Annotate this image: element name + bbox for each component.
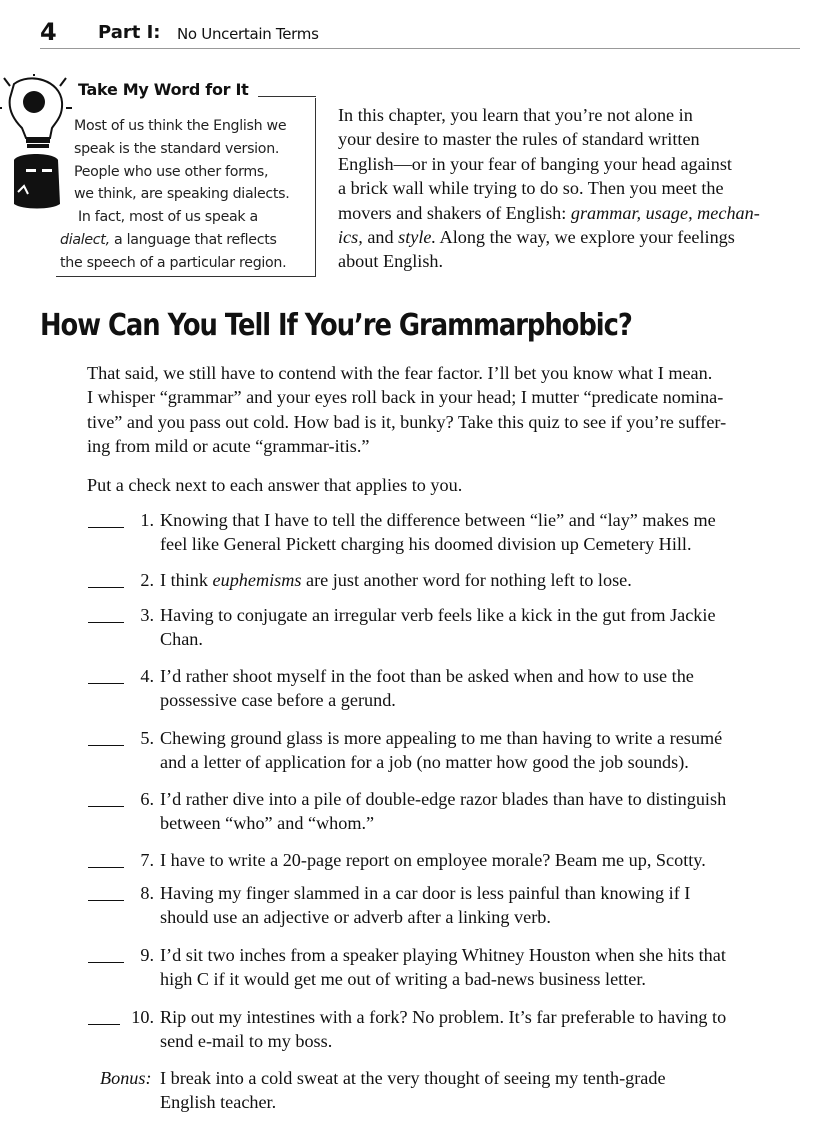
item-number: 2. xyxy=(140,570,154,590)
item-text xyxy=(160,1066,780,1115)
sidebar-heading-rule xyxy=(258,96,316,97)
item-line xyxy=(160,568,780,592)
item-line: Chewing ground glass is more appealing to me than having to write a resumé xyxy=(160,728,723,748)
intro-line: about English. xyxy=(338,251,444,272)
intro-emphasis: style. xyxy=(398,227,437,248)
item-text xyxy=(160,603,780,652)
item-text xyxy=(160,664,780,713)
sidebar-text xyxy=(60,115,310,275)
item-line: I’d rather shoot myself in the foot than be asked when and how to use the xyxy=(160,666,694,686)
item-text xyxy=(160,881,780,930)
sidebar-line-rest: a language that reflects xyxy=(114,231,277,248)
paragraph-line: I whisper “grammar” and your eyes roll back in your head; I mutter “predicate nomina- xyxy=(87,387,724,408)
item-line: and a letter of application for a job (no matter how good the job sounds). xyxy=(160,752,689,773)
intro-text: and xyxy=(362,227,399,248)
item-line: Rip out my intestines with a fork? No problem. It’s far preferable to having to xyxy=(160,1007,727,1027)
item-number: 4. xyxy=(140,666,154,686)
intro-line: In this chapter, you learn that you’re not alone in xyxy=(338,105,693,125)
item-number: 8. xyxy=(140,883,154,903)
item-line: high C if it would get me out of writing a bad-news business letter. xyxy=(160,969,646,990)
part-label: Part I: xyxy=(98,22,161,43)
item-line: send e-mail to my boss. xyxy=(160,1031,333,1052)
intro-text: movers and shakers of English: xyxy=(338,202,571,223)
item-number: 5. xyxy=(140,728,154,748)
intro-line: English—or in your fear of banging your head against xyxy=(338,153,732,174)
intro-text: Along the way, we explore your feelings xyxy=(436,227,735,248)
answer-blank[interactable] xyxy=(88,527,124,528)
item-line: Having my finger slammed in a car door is less painful than knowing if I xyxy=(160,883,691,903)
item-line: feel like General Pickett charging his doomed division up Cemetery Hill. xyxy=(160,534,692,555)
item-text-part: I think xyxy=(160,570,213,590)
intro-line: a brick wall while trying to do so. Then you meet the xyxy=(338,178,724,199)
bonus-label: Bonus: xyxy=(100,1068,152,1088)
body-paragraph xyxy=(87,361,787,459)
sidebar-line: speak is the standard version. xyxy=(74,140,280,157)
item-line: I’d sit two inches from a speaker playing Whitney Houston when she hits that xyxy=(160,945,726,965)
answer-blank[interactable] xyxy=(88,622,124,623)
item-text xyxy=(160,848,780,872)
item-text-part: are just another word for nothing left to lose. xyxy=(301,570,632,590)
item-line: Knowing that I have to tell the difference between “lie” and “lay” makes me xyxy=(160,510,716,530)
item-number: 10. xyxy=(131,1007,154,1027)
item-number: 9. xyxy=(140,945,154,965)
sidebar-line: In fact, most of us speak a xyxy=(78,209,258,226)
item-text xyxy=(160,568,780,592)
item-text xyxy=(160,1005,780,1054)
sidebar-take-my-word xyxy=(0,70,320,280)
answer-blank[interactable] xyxy=(88,867,124,868)
sidebar-line: People who use other forms, xyxy=(74,163,269,180)
item-line: English teacher. xyxy=(160,1092,277,1113)
answer-blank[interactable] xyxy=(88,962,124,963)
paragraph-line: ing from mild or acute “grammar-itis.” xyxy=(87,436,370,457)
header-rule xyxy=(40,48,800,49)
sidebar-line: the speech of a particular region. xyxy=(60,254,287,271)
page-number: 4 xyxy=(40,18,57,46)
paragraph-line: That said, we still have to contend with the fear factor. I’ll bet you know what I mean. xyxy=(87,363,713,383)
item-number: 7. xyxy=(140,850,154,870)
item-line: Chan. xyxy=(160,629,203,650)
item-text xyxy=(160,787,780,836)
answer-blank[interactable] xyxy=(88,1024,120,1025)
running-header xyxy=(40,18,800,48)
item-line: between “who” and “whom.” xyxy=(160,813,375,834)
item-number: 3. xyxy=(140,605,154,625)
intro-line xyxy=(338,225,778,249)
sidebar-line: Most of us think the English we xyxy=(74,118,287,134)
intro-line xyxy=(338,201,778,225)
item-line: Having to conjugate an irregular verb feels like a kick in the gut from Jackie xyxy=(160,605,716,625)
intro-emphasis: ics, xyxy=(338,227,363,248)
item-line: I break into a cold sweat at the very thought of seeing my tenth-grade xyxy=(160,1068,666,1088)
sidebar-italic-word: dialect, xyxy=(60,231,110,248)
answer-blank[interactable] xyxy=(88,587,124,588)
item-text xyxy=(160,508,780,557)
part-title: No Uncertain Terms xyxy=(177,25,319,43)
item-text xyxy=(160,943,780,992)
sidebar-heading: Take My Word for It xyxy=(78,80,249,99)
item-line: should use an adjective or adverb after a linking verb. xyxy=(160,907,551,928)
intro-emphasis: grammar, usage, mechan- xyxy=(570,202,760,223)
item-number: 6. xyxy=(140,789,154,809)
answer-blank[interactable] xyxy=(88,683,124,684)
item-emphasis: euphemisms xyxy=(212,570,302,590)
item-line: I’d rather dive into a pile of double-edge razor blades than have to distinguish xyxy=(160,789,727,809)
instruction-paragraph: Put a check next to each answer that applies to you. xyxy=(87,475,463,495)
answer-blank[interactable] xyxy=(88,745,124,746)
answer-blank[interactable] xyxy=(88,806,124,807)
section-heading: How Can You Tell If You’re Grammarphobic? xyxy=(40,308,632,343)
intro-line: your desire to master the rules of standard written xyxy=(338,129,700,150)
paragraph-line: tive” and you pass out cold. How bad is it, bunky? Take this quiz to see if you’re suffer- xyxy=(87,411,727,432)
answer-blank[interactable] xyxy=(88,900,124,901)
item-line: I have to write a 20-page report on employee morale? Beam me up, Scotty. xyxy=(160,850,706,870)
sidebar-line xyxy=(60,229,310,252)
item-line: possessive case before a gerund. xyxy=(160,690,396,711)
intro-paragraph xyxy=(338,103,778,274)
item-text xyxy=(160,726,780,775)
item-number: 1. xyxy=(140,510,154,530)
sidebar-line: we think, are speaking dialects. xyxy=(74,186,290,203)
